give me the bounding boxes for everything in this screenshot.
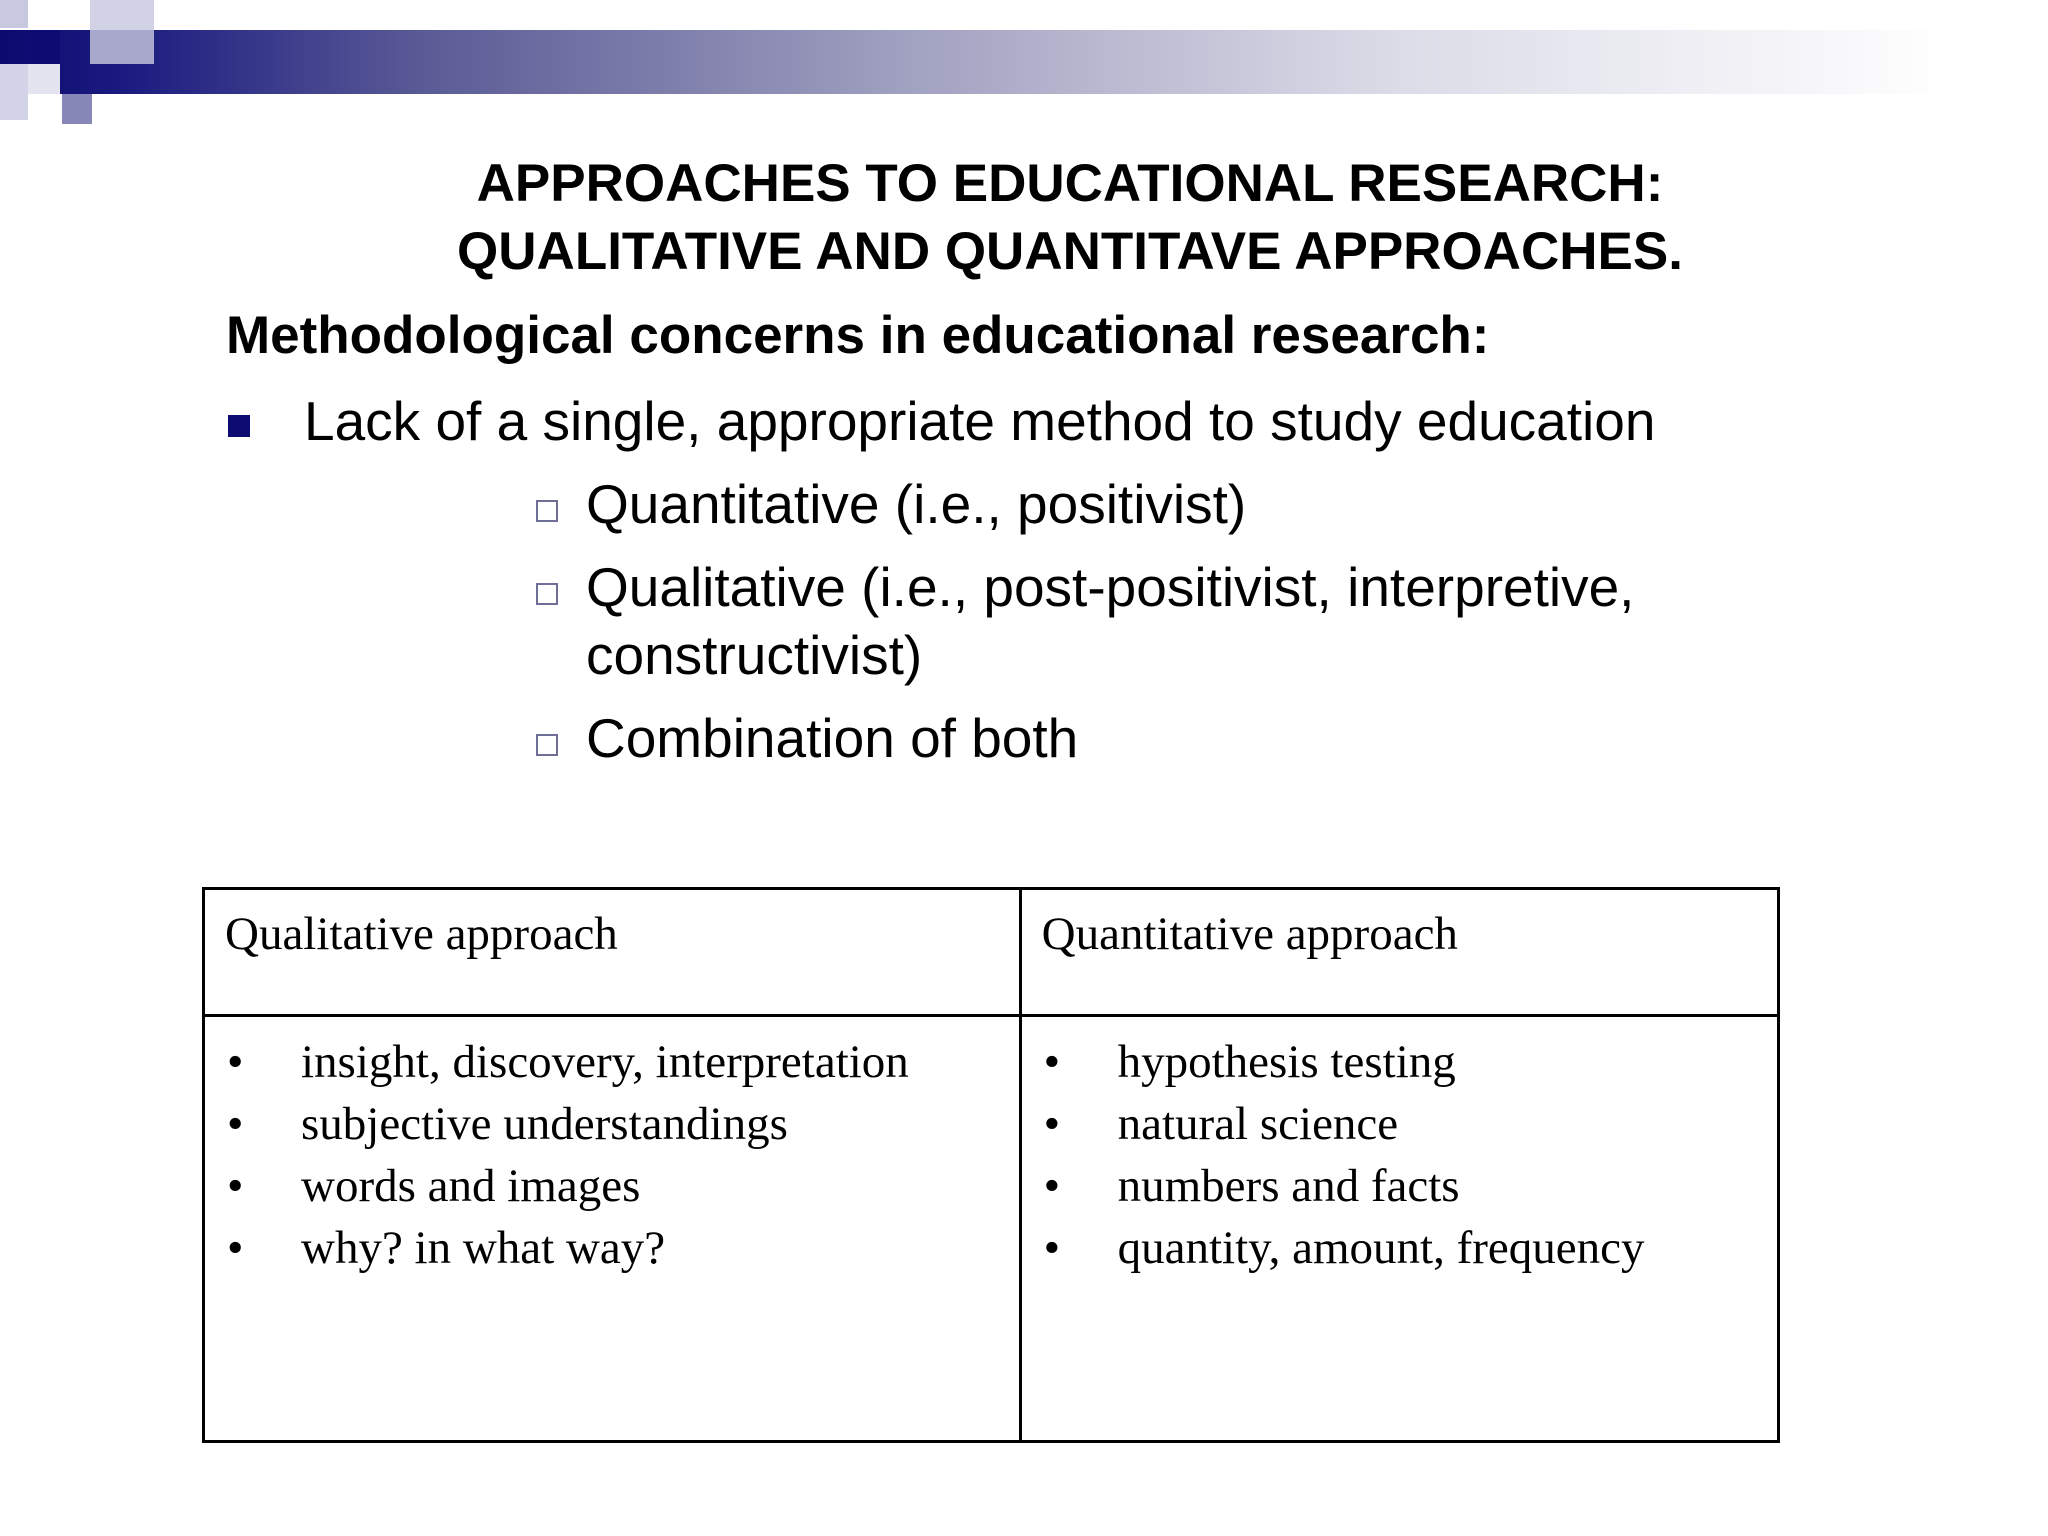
deco-square	[62, 94, 92, 124]
header-cell-qualitative	[204, 889, 1021, 1016]
hollow-square-bullet-icon	[536, 583, 558, 605]
list-item	[205, 1155, 1019, 1217]
list-item-text: hypothesis testing	[1117, 1036, 1456, 1088]
deco-square	[28, 30, 60, 64]
list-item-text: natural science	[1117, 1098, 1399, 1150]
list-item	[1022, 1217, 1777, 1279]
sub-bullet-text: Combination of both	[586, 707, 1079, 769]
sub-bullet-text: Quantitative (i.e., positivist)	[586, 473, 1247, 535]
list-item	[205, 1217, 1019, 1279]
header-gradient-bar	[0, 30, 2048, 94]
list-item	[1022, 1093, 1777, 1155]
hollow-square-bullet-icon	[536, 500, 558, 522]
list-item	[1022, 1031, 1777, 1093]
square-bullet-icon	[228, 415, 250, 437]
deco-square	[0, 64, 28, 120]
list-item-text: words and images	[301, 1160, 641, 1212]
bullet-dot-icon: •	[227, 1098, 244, 1150]
qualitative-list	[205, 1017, 1019, 1279]
bullet-dot-icon: •	[1043, 1098, 1061, 1150]
table-body-row	[204, 1016, 1779, 1442]
sub-bullet-text: Qualitative (i.e., post-positivist, interpretive, constructivist)	[586, 556, 1635, 686]
list-item-text: insight, discovery, interpretation	[301, 1036, 909, 1088]
slide-title	[360, 150, 1780, 286]
list-item	[205, 1031, 1019, 1093]
bullet-dot-icon: •	[227, 1036, 244, 1088]
list-item	[1022, 1155, 1777, 1217]
deco-square	[28, 64, 60, 94]
bullet-dot-icon: •	[1043, 1222, 1061, 1274]
bullet-dot-icon: •	[227, 1160, 244, 1212]
list-item-text: why? in what way?	[301, 1222, 666, 1274]
bullet-dot-icon: •	[1043, 1160, 1061, 1212]
deco-square	[90, 0, 154, 30]
quantitative-cell	[1020, 1016, 1778, 1442]
qualitative-cell	[204, 1016, 1021, 1442]
header-cell-quantitative	[1020, 889, 1778, 1016]
deco-square	[90, 30, 154, 64]
list-item-text: subjective understandings	[301, 1098, 788, 1150]
quantitative-list	[1022, 1017, 1777, 1279]
list-item	[205, 1093, 1019, 1155]
table-header-row	[204, 889, 1779, 1016]
hollow-square-bullet-icon	[536, 734, 558, 756]
title-line-2: QUALITATIVE AND QUANTITAVE APPROACHES.	[457, 222, 1683, 281]
title-line-1: APPROACHES TO EDUCATIONAL RESEARCH:	[476, 154, 1664, 213]
main-bullet-text: Lack of a single, appropriate method to study education	[304, 390, 1656, 452]
bullet-dot-icon: •	[1043, 1036, 1061, 1088]
list-item-text: numbers and facts	[1117, 1160, 1460, 1212]
deco-square	[0, 0, 28, 28]
section-subheading: Methodological concerns in educational research:	[226, 306, 1490, 365]
bullet-dot-icon: •	[227, 1222, 244, 1274]
list-item-text: quantity, amount, frequency	[1117, 1222, 1645, 1274]
header-label: Qualitative approach	[225, 908, 618, 960]
header-label: Quantitative approach	[1041, 908, 1458, 960]
comparison-table	[202, 887, 1780, 1443]
